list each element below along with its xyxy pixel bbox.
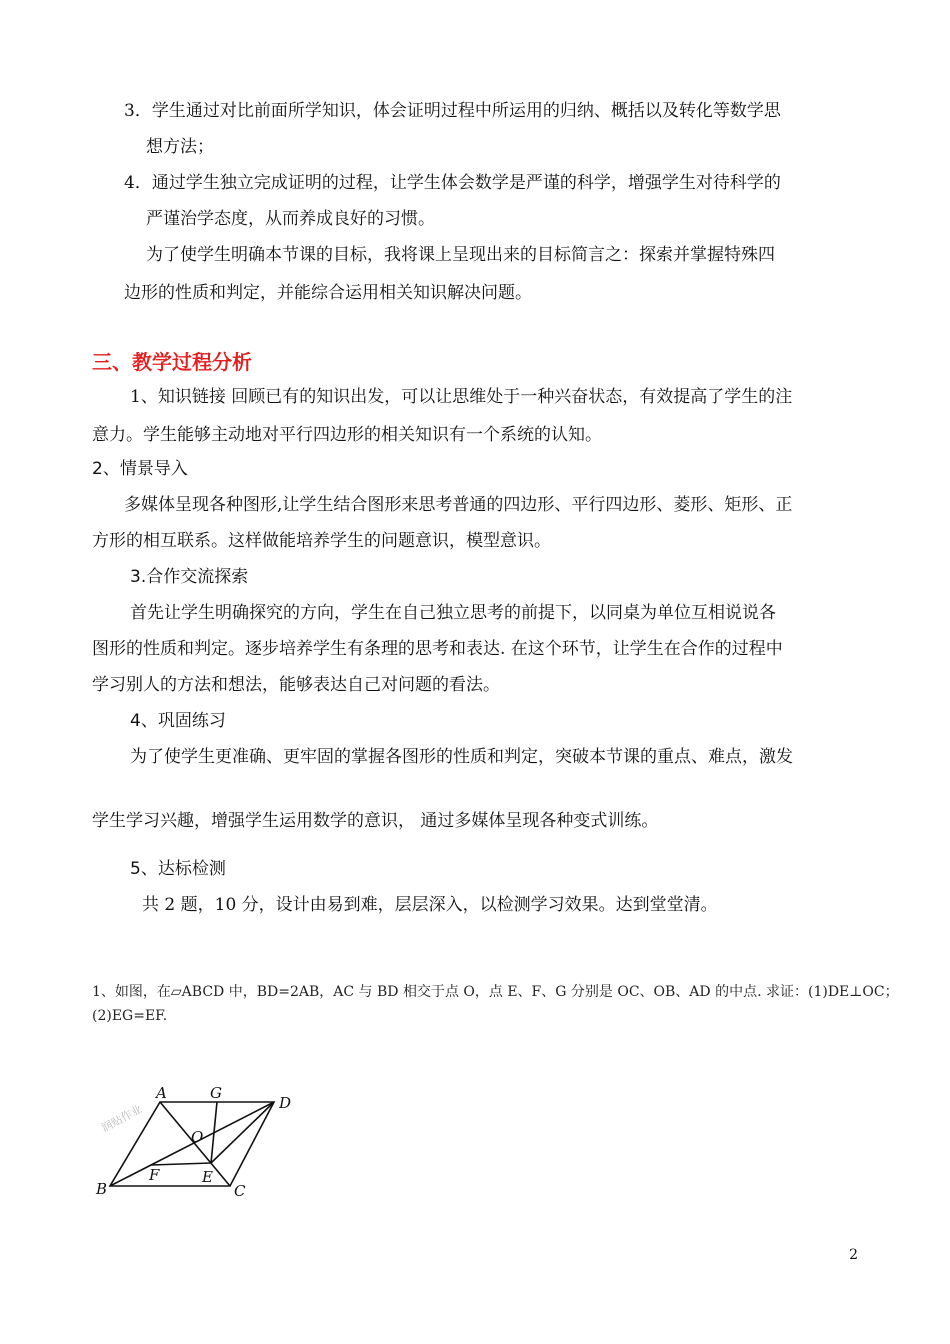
step3-line2: 图形的性质和判定。逐步培养学生有条理的思考和表达. 在这个环节，让学生在合作的过程中 — [92, 639, 783, 659]
label-b: B — [96, 1180, 108, 1198]
label-f: F — [149, 1166, 160, 1184]
objective-3-line1: 3．学生通过对比前面所学知识，体会证明过程中所运用的归纳、概括以及转化等数学思 — [124, 101, 781, 121]
label-c: C — [234, 1182, 246, 1200]
step2-line2: 方形的相互联系。这样做能培养学生的问题意识，模型意识。 — [92, 531, 551, 551]
objective-3-line2: 想方法； — [146, 137, 214, 157]
step2-line1: 多媒体呈现各种图形,让学生结合图形来思考普通的四边形、平行四边形、菱形、矩形、正 — [124, 495, 793, 515]
problem-line1: 1、如图，在▱ABCD 中，BD=2AB，AC 与 BD 相交于点 O，点 E、F、G 分别是 OC、OB、AD 的中点. 求证：(1)DE⊥OC； — [92, 984, 899, 1000]
label-o: O — [191, 1128, 204, 1146]
figure-watermark: 润贴作业 — [99, 1102, 145, 1135]
objective-4-line1: 4．通过学生独立完成证明的过程，让学生体会数学是严谨的科学，增强学生对待科学的 — [124, 173, 781, 193]
label-g: G — [210, 1086, 222, 1102]
step3-title: 3.合作交流探索 — [130, 567, 249, 587]
objective-4-line2: 严谨治学态度，从而养成良好的习惯。 — [146, 209, 435, 229]
goal-summary-line2: 边形的性质和判定，并能综合运用相关知识解决问题。 — [124, 283, 532, 303]
step1-line2: 意力。学生能够主动地对平行四边形的相关知识有一个系统的认知。 — [92, 425, 602, 445]
step1-line1: 1、知识链接 回顾已有的知识出发，可以让思维处于一种兴奋状态，有效提高了学生的注 — [130, 387, 793, 407]
step5-title: 5、达标检测 — [130, 859, 226, 879]
parallelogram-figure — [88, 1086, 308, 1206]
label-e: E — [202, 1168, 213, 1186]
segment-de — [211, 1102, 274, 1163]
section-heading: 三、教学过程分析 — [92, 350, 252, 374]
label-a: A — [156, 1086, 167, 1102]
goal-summary-line1: 为了使学生明确本节课的目标，我将课上呈现出来的目标简言之：探索并掌握特殊四 — [146, 245, 775, 265]
label-d: D — [279, 1094, 292, 1112]
segment-fe — [151, 1163, 211, 1165]
problem-line2: (2)EG=EF. — [92, 1008, 168, 1024]
step3-line1: 首先让学生明确探究的方向，学生在自己独立思考的前提下，以同桌为单位互相说说各 — [130, 603, 776, 623]
step4-line1: 为了使学生更准确、更牢固的掌握各图形的性质和判定，突破本节课的重点、难点，激发 — [130, 747, 793, 767]
step5-line1: 共 2 题，10 分，设计由易到难，层层深入，以检测学习效果。达到堂堂清。 — [142, 895, 718, 915]
step4-title: 4、巩固练习 — [130, 711, 226, 731]
step3-line3: 学习别人的方法和想法，能够表达自己对问题的看法。 — [92, 675, 500, 695]
step4-line2: 学生学习兴趣，增强学生运用数学的意识， 通过多媒体呈现各种变式训练。 — [92, 811, 659, 831]
step2-title: 2、情景导入 — [92, 459, 188, 479]
page-number: 2 — [849, 1247, 858, 1263]
